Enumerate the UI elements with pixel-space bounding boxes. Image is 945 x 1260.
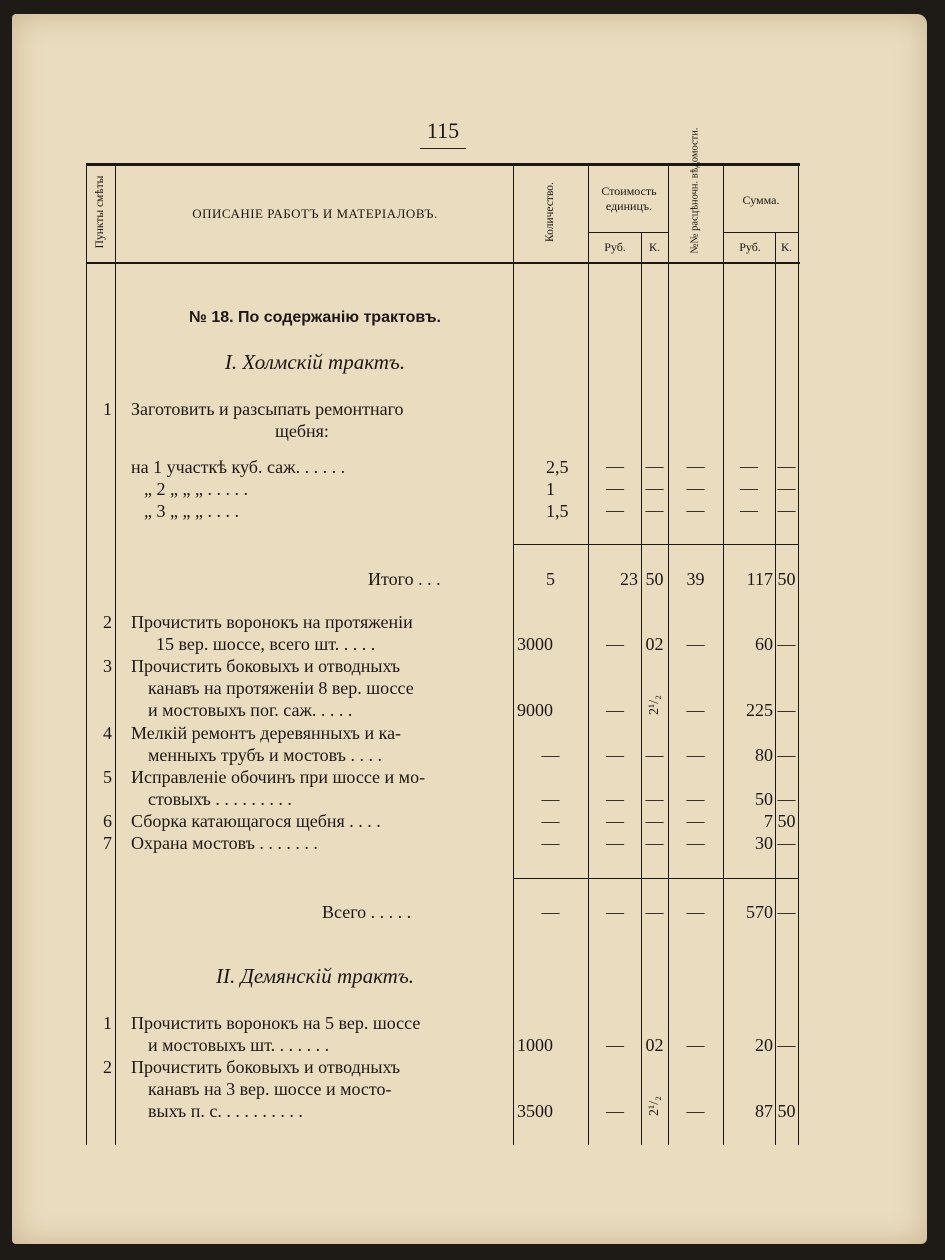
dash: — [606, 456, 624, 476]
header-subrule [723, 232, 798, 233]
quantity: 9000 [517, 700, 553, 720]
dash: — [686, 902, 705, 922]
item-text: стовыхъ . . . . . . . . . [148, 789, 292, 809]
item-text: Прочистить воронокъ на 5 вер. шоссе [131, 1013, 421, 1033]
sum-rub: 7 [764, 811, 773, 831]
tract1-title: I. Холмскій трактъ. [224, 350, 406, 374]
col-border [775, 232, 776, 1145]
item-number: 3 [103, 656, 112, 676]
dash: — [686, 1035, 705, 1055]
dash: — [686, 811, 705, 831]
header-sum: Сумма. [742, 193, 780, 207]
dash: — [777, 456, 796, 476]
quantity: 1 [546, 479, 555, 499]
sum-kop: 50 [777, 1101, 796, 1121]
header-bottom-rule [86, 262, 800, 264]
sub-item-text: „ 2 „ „ „ . . . . . [144, 479, 248, 499]
quantity: 2,5 [546, 457, 569, 477]
dash: — [740, 500, 758, 520]
tract2-title: II. Демянскій трактъ. [216, 964, 414, 988]
sum-rub: 87 [755, 1101, 773, 1121]
dash: — [541, 745, 560, 765]
col-border [115, 165, 116, 1145]
sum-rub: 117 [746, 569, 773, 589]
quantity: 5 [546, 569, 555, 589]
header-sum-kop: К. [780, 240, 792, 254]
quantity: 3000 [517, 634, 553, 654]
header-rub: Руб. [604, 240, 626, 254]
item-number: 6 [103, 811, 112, 831]
page-number: 115 [420, 118, 466, 149]
item-number: 5 [103, 767, 112, 787]
quantity: 3500 [517, 1101, 553, 1121]
sum-rub: 570 [746, 902, 773, 922]
dash: — [541, 789, 560, 809]
sum-kop: 50 [777, 811, 796, 831]
item-number: 4 [103, 723, 112, 743]
col-border [513, 165, 514, 1145]
dash: — [606, 833, 624, 853]
total-label: Всего . . . . . [322, 902, 412, 922]
header-ref: №№ расцѣночн. вѣдомости. [689, 127, 701, 254]
sum-rub: 50 [755, 789, 773, 809]
sum-rub: 30 [755, 833, 773, 853]
dash: — [645, 478, 664, 498]
sub-item-text: на 1 участкѣ куб. саж. . . . . . [131, 457, 346, 477]
dash: — [777, 634, 796, 654]
dash: — [541, 833, 560, 853]
item-text: канавъ на 3 вер. шоссе и мосто- [148, 1079, 392, 1099]
header-kop: К. [648, 240, 660, 254]
item-text: щебня: [275, 421, 329, 441]
dash: — [740, 478, 758, 498]
dash: — [606, 478, 624, 498]
dash: — [777, 478, 796, 498]
item-number: 2 [103, 612, 112, 632]
unit-kop: 2¹/₂ [647, 695, 662, 715]
sum-kop: 50 [777, 569, 796, 589]
unit-kop: 02 [645, 634, 664, 654]
dash: — [606, 700, 624, 720]
dash: — [645, 456, 664, 476]
unit-kop: 50 [645, 569, 664, 589]
item-text: Охрана мостовъ . . . . . . . [131, 833, 318, 853]
dash: — [606, 500, 624, 520]
header-items: Пункты смѣты [94, 175, 106, 249]
item-text: канавъ на протяженіи 8 вер. шоссе [148, 678, 414, 698]
dash: — [645, 745, 664, 765]
item-text: Прочистить боковыхъ и отводныхъ [131, 1057, 401, 1077]
dash: — [777, 789, 796, 809]
dash: — [686, 789, 705, 809]
col-border [641, 232, 642, 1145]
col-border [86, 165, 87, 1145]
dash: — [606, 1035, 624, 1055]
item-number: 1 [103, 399, 112, 419]
dash: — [777, 833, 796, 853]
dash: — [541, 902, 560, 922]
sub-item-text: „ 3 „ „ „ . . . . [144, 501, 239, 521]
subtotal-label: Итого . . . [368, 569, 441, 589]
sum-rub: 80 [755, 745, 773, 765]
dash: — [645, 789, 664, 809]
dash: — [645, 811, 664, 831]
unit-kop: 02 [645, 1035, 664, 1055]
sum-rub: 225 [746, 700, 773, 720]
dash: — [606, 789, 624, 809]
header-subrule [588, 232, 668, 233]
dash: — [686, 456, 705, 476]
item-text: Прочистить боковыхъ и отводныхъ [131, 656, 401, 676]
dash: — [686, 478, 705, 498]
item-text: и мостовыхъ шт. . . . . . . [148, 1035, 330, 1055]
dash: — [606, 902, 624, 922]
header-description: ОПИСАНІЕ РАБОТЪ И МАТЕРІАЛОВЪ. [192, 206, 438, 221]
dash: — [686, 700, 705, 720]
item-text: и мостовыхъ пог. саж. . . . . [148, 700, 353, 720]
subtotal-rule [513, 544, 798, 545]
item-number: 7 [103, 833, 112, 853]
dash: — [645, 902, 664, 922]
dash: — [645, 833, 664, 853]
header-sum-rub: Руб. [739, 240, 761, 254]
ref-number: 39 [686, 569, 705, 589]
col-border [588, 165, 589, 1145]
dash: — [777, 902, 796, 922]
dash: — [777, 745, 796, 765]
dash: — [606, 745, 624, 765]
item-number: 1 [103, 1013, 112, 1033]
dash: — [686, 500, 705, 520]
dash: — [606, 811, 624, 831]
dash: — [777, 500, 796, 520]
dash: — [606, 634, 624, 654]
unit-rub: 23 [620, 569, 638, 589]
item-text: менныхъ трубъ и мостовъ . . . . [148, 745, 382, 765]
item-number: 2 [103, 1057, 112, 1077]
unit-kop: 2¹/₂ [647, 1096, 662, 1116]
dash: — [686, 745, 705, 765]
dash: — [777, 700, 796, 720]
header-unit-cost: Стоимость единицъ. [601, 184, 657, 213]
dash: — [777, 1035, 796, 1055]
dash: — [686, 634, 705, 654]
item-text: Исправленіе обочинъ при шоссе и мо- [131, 767, 426, 787]
item-text: Прочистить воронокъ на протяженіи [131, 612, 413, 632]
col-border [723, 165, 724, 1145]
dash: — [541, 811, 560, 831]
col-border [798, 165, 799, 1145]
quantity: 1,5 [546, 501, 569, 521]
col-border [668, 165, 669, 1145]
item-text: 15 вер. шоссе, всего шт. . . . . [156, 634, 376, 654]
item-text: Заготовить и разсыпать ремонтнаго [131, 399, 404, 419]
dash: — [740, 456, 758, 476]
quantity: 1000 [517, 1035, 553, 1055]
dash: — [645, 500, 664, 520]
item-text: выхъ п. с. . . . . . . . . . [148, 1101, 303, 1121]
item-text: Мелкій ремонтъ деревянныхъ и ка- [131, 723, 402, 743]
section-title: № 18. По содержанію трактовъ. [189, 309, 441, 326]
dash: — [686, 833, 705, 853]
dash: — [686, 1101, 705, 1121]
dash: — [606, 1101, 624, 1121]
header-quantity: Количество. [544, 182, 556, 242]
total-rule [513, 878, 798, 879]
sum-rub: 20 [755, 1035, 773, 1055]
sum-rub: 60 [755, 634, 773, 654]
item-text: Сборка катающагося щебня . . . . [131, 811, 381, 831]
